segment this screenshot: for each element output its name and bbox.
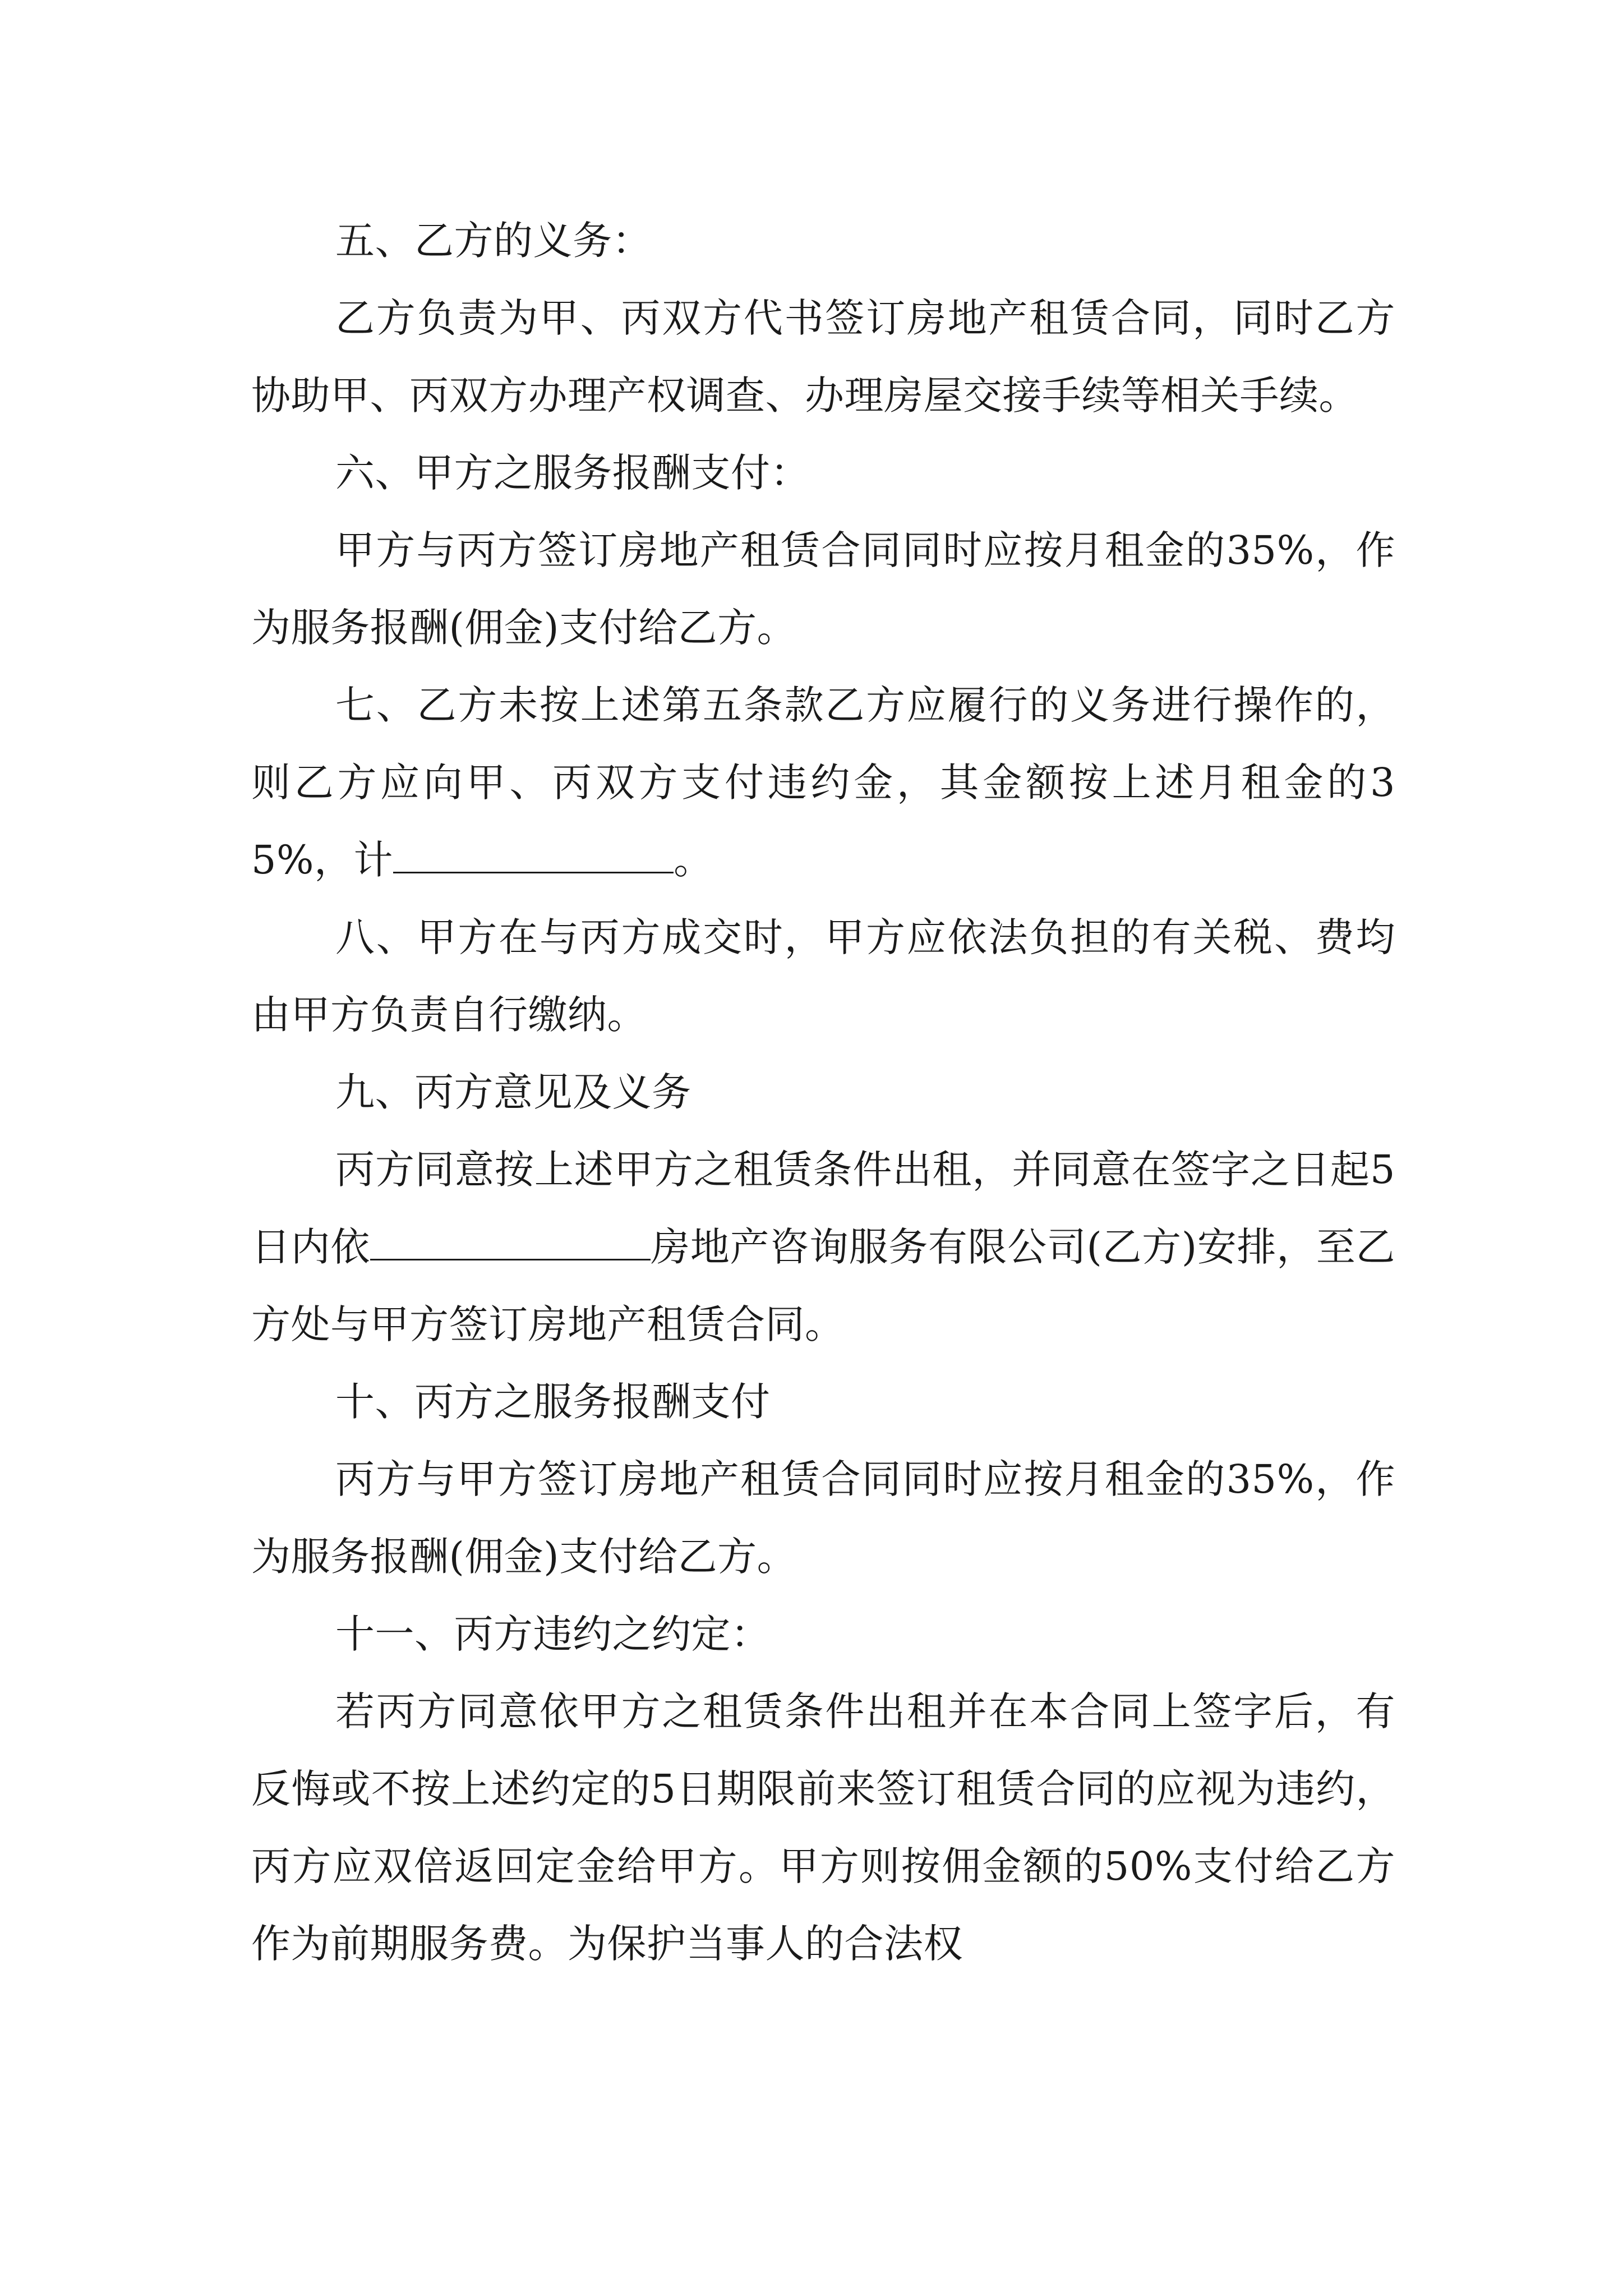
paragraph: 若丙方同意依甲方之租赁条件出租并在本合同上签字后，有反悔或不按上述约定的5日期限前来签订租赁合同的应视为违约，丙方应双倍返回定金给甲方。甲方则按佣金额的50%支付给乙方作为前期服务费。为保护当事人的合法权 bbox=[251, 1688, 1395, 1967]
paragraph: 甲方与丙方签订房地产租赁合同同时应按月租金的35%，作为服务报酬(佣金)支付给乙方。 bbox=[251, 527, 1395, 651]
section-8-paragraph: 八、甲方在与丙方成交时，甲方应依法负担的有关税、费均由甲方负责自行缴纳。 bbox=[251, 914, 1395, 1038]
fill-in-blank bbox=[393, 840, 674, 873]
section-heading-6: 六、甲方之服务报酬支付： bbox=[335, 450, 810, 496]
paragraph: 乙方负责为甲、丙双方代书签订房地产租赁合同，同时乙方协助甲、丙双方办理产权调查、办理房屋交接手续等相关手续。 bbox=[251, 295, 1395, 418]
section-heading-9: 九、丙方意见及义务 bbox=[335, 1069, 691, 1115]
paragraph: 丙方与甲方签订房地产租赁合同同时应按月租金的35%，作为服务报酬(佣金)支付给乙方。 bbox=[251, 1456, 1395, 1580]
section-heading-10: 十、丙方之服务报酬支付 bbox=[335, 1379, 771, 1425]
section-heading-11: 十一、丙方违约之约定： bbox=[335, 1611, 771, 1657]
section-7-paragraph: 七、乙方未按上述第五条款乙方应履行的义务进行操作的，则乙方应向甲、丙双方支付违约金，其金额按上述月租金的35%，计 。 bbox=[251, 682, 1395, 883]
paragraph: 丙方同意按上述甲方之租赁条件出租，并同意在签字之日起5日内依 房地产咨询服务有限公司(乙方)安排，至乙方处与甲方签订房地产租赁合同。 bbox=[251, 1147, 1396, 1347]
section-heading-5: 五、乙方的义务： bbox=[335, 218, 652, 264]
document-body bbox=[251, 202, 1395, 1982]
fill-in-blank bbox=[370, 1227, 651, 1260]
